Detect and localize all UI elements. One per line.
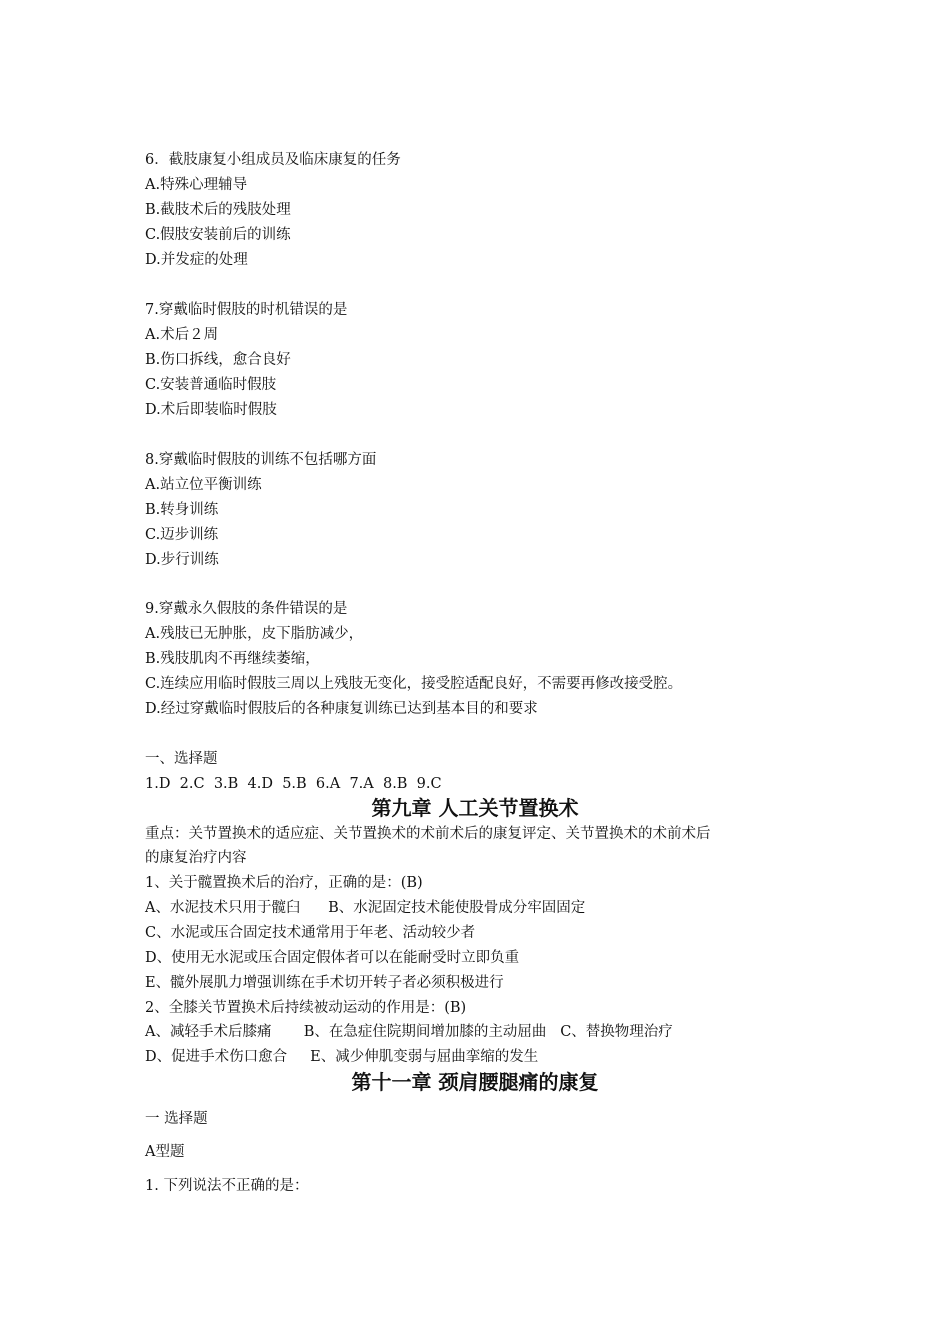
question-6-option-a: A.特殊心理辅导 [145, 177, 248, 193]
question-7-option-b: B.伤口拆线，愈合良好 [145, 352, 291, 368]
question-6-option-c: C.假肢安装前后的训练 [145, 227, 291, 243]
chapter-9-question-1-line: C、水泥或压合固定技术通常用于年老、活动较少者 [145, 925, 476, 941]
chapter-9-question-1-stem: 1、关于髋置换术后的治疗，正确的是：(B) [145, 875, 423, 891]
chapter-9-question-2-line: A、减轻手术后膝痛 B、在急症住院期间增加膝的主动屈曲 C、替换物理治疗 [145, 1024, 673, 1040]
chapter-11-title: 第十一章 颈肩腰腿痛的康复 [351, 1070, 599, 1094]
question-9-option-a: A.残肢已无肿胀，皮下脂肪减少， [145, 626, 364, 642]
chapter-9-question-1-line: A、水泥技术只用于髋臼 B、水泥固定技术能使股骨成分牢固固定 [145, 900, 586, 916]
chapter-9-focus-line-1: 重点：关节置换术的适应症、关节置换术的术前术后的康复评定、关节置换术的术前术后 [145, 826, 711, 842]
question-9-option-c: C.连续应用临时假肢三周以上残肢无变化，接受腔适配良好，不需要再修改接受腔。 [145, 676, 683, 692]
question-8-stem: 8.穿戴临时假肢的训练不包括哪方面 [145, 452, 377, 468]
question-8-option-d: D.步行训练 [145, 552, 219, 568]
chapter-11-question-1-stem: 1. 下列说法不正确的是： [145, 1178, 309, 1194]
question-6-option-b: B.截肢术后的残肢处理 [145, 202, 291, 218]
question-7-option-a: A.术后２周 [145, 327, 219, 343]
chapter-9-question-2-line: D、促进手术伤口愈合 E、减少伸肌变弱与屈曲挛缩的发生 [145, 1049, 539, 1065]
question-7-stem: 7.穿戴临时假肢的时机错误的是 [145, 302, 348, 318]
question-9-option-b: B.残肢肌肉不再继续萎缩， [145, 651, 320, 667]
question-8-option-b: B.转身训练 [145, 502, 219, 518]
question-7-option-d: D.术后即装临时假肢 [145, 402, 277, 418]
answers-line: 1.D 2.C 3.B 4.D 5.B 6.A 7.A 8.B 9.C [145, 776, 442, 792]
question-9-option-d: D.经过穿戴临时假肢后的各种康复训练已达到基本目的和要求 [145, 701, 538, 717]
question-8-option-a: A.站立位平衡训练 [145, 477, 262, 493]
chapter-9-focus-line-2: 的康复治疗内容 [145, 850, 247, 866]
answers-heading: 一、选择题 [145, 751, 218, 767]
chapter-11-question-type: A型题 [145, 1144, 185, 1160]
chapter-9-title: 第九章 人工关节置换术 [371, 796, 579, 820]
question-7-option-c: C.安装普通临时假肢 [145, 377, 277, 393]
question-8-option-c: C.迈步训练 [145, 527, 219, 543]
chapter-9-question-2-stem: 2、全膝关节置换术后持续被动运动的作用是：(B) [145, 1000, 467, 1016]
question-9-stem: 9.穿戴永久假肢的条件错误的是 [145, 601, 348, 617]
chapter-11-section-heading: 一 选择题 [145, 1111, 208, 1127]
question-6-stem: 6．截肢康复小组成员及临床康复的任务 [145, 152, 401, 168]
chapter-9-question-1-line: D、使用无水泥或压合固定假体者可以在能耐受时立即负重 [145, 950, 520, 966]
question-6-option-d: D.并发症的处理 [145, 252, 248, 268]
chapter-9-question-1-line: E、髋外展肌力增强训练在手术切开转子者必须积极进行 [145, 975, 504, 991]
